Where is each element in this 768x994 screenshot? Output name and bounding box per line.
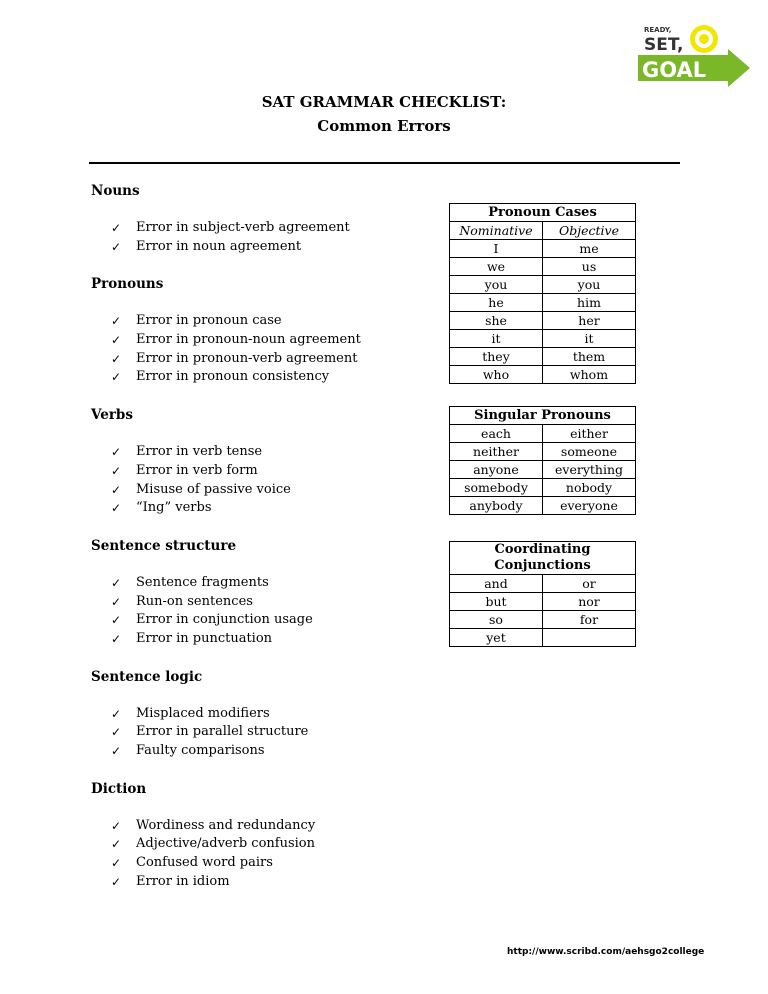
table-row: I me [450,240,636,258]
section-heading: Verbs [91,407,133,424]
footer-url: http://www.scribd.com/aehsgo2college [507,947,705,957]
list-item: ✓ Confused word pairs [111,855,273,871]
checklist [91,182,421,910]
section-heading: Diction [91,780,147,797]
table-row: and or [450,575,636,593]
checkmark-icon: ✓ [111,874,122,889]
table-row: somebody nobody [450,479,636,497]
list-item: ✓ Run-on sentences [111,593,253,609]
table-title: Pronoun Cases [450,204,636,222]
table-row: he him [450,294,636,312]
section-verbs [91,406,421,518]
list-item: ✓ Error in pronoun-noun agreement [111,332,361,348]
table-row: each either [450,425,636,443]
ready-set-goal-logo [636,22,752,92]
checkmark-icon: ✓ [111,314,122,329]
table-row: she her [450,312,636,330]
title-divider [89,162,680,164]
section-heading: Pronouns [91,276,164,293]
section-heading: Sentence structure [91,537,237,554]
list-item: ✓ Error in subject-verb agreement [111,220,350,235]
checkmark-icon: ✓ [111,333,122,348]
table-row: yet [450,629,636,647]
list-item: ✓ Error in noun agreement [111,238,302,254]
table-title: Coordinating Conjunctions [450,542,636,575]
list-item: ✓ Adjective/adverb confusion [111,836,315,852]
page-subtitle: Common Errors [317,117,451,135]
list-item: ✓ Error in verb tense [111,444,263,460]
checkmark-icon: ✓ [111,501,122,516]
section-heading: Nouns [91,183,140,199]
checkmark-icon: ✓ [111,744,122,758]
table-row: anyone everything [450,461,636,479]
table-row: neither someone [450,443,636,461]
checkmark-icon: ✓ [111,370,122,385]
section-sentence-logic [91,668,421,761]
table-row: who whom [450,366,636,384]
checkmark-icon: ✓ [111,818,122,833]
list-item: ✓ Error in pronoun-verb agreement [111,350,358,366]
table-row: they them [450,348,636,366]
checkmark-icon: ✓ [111,463,122,478]
list-item: ✓ Misuse of passive voice [111,481,291,497]
section-diction [91,780,421,892]
checkmark-icon: ✓ [111,482,122,497]
pronoun-cases-table [449,203,636,384]
section-sentence-structure [91,537,421,649]
checkmark-icon: ✓ [111,239,122,254]
checkmark-icon: ✓ [111,594,122,609]
list-item: ✓ Error in pronoun case [111,313,282,329]
logo-text-set: SET, [644,35,684,55]
logo-text-ready: READY, [644,26,672,34]
checkmark-icon: ✓ [111,575,122,590]
checkmark-icon: ✓ [111,351,122,366]
table-row: but nor [450,593,636,611]
logo-text-goal: GOAL [642,58,707,82]
table-row: we us [450,258,636,276]
section-pronouns [91,275,421,387]
checkmark-icon: ✓ [111,445,122,460]
list-item: ✓ Error in parallel structure [111,724,309,740]
list-item: ✓ “Ing” verbs [111,500,212,516]
list-item: ✓ Error in conjunction usage [111,612,313,628]
list-item: ✓ Error in verb form [111,462,258,478]
table-row: you you [450,276,636,294]
list-item: ✓ Error in pronoun consistency [111,369,330,385]
table-row: so for [450,611,636,629]
checkmark-icon: ✓ [111,221,122,235]
column-header: Objective [543,222,636,240]
checkmark-icon: ✓ [111,613,122,628]
checkmark-icon: ✓ [111,631,122,646]
table-row: it it [450,330,636,348]
list-item: ✓ Faulty comparisons [111,743,265,758]
section-nouns [91,182,421,256]
list-item: ✓ Misplaced modifiers [111,705,270,721]
list-item: ✓ Sentence fragments [111,574,269,590]
page-title: SAT GRAMMAR CHECKLIST: [261,93,507,111]
table-title: Singular Pronouns [450,407,636,425]
list-item: ✓ Wordiness and redundancy [111,817,316,833]
list-item: ✓ Error in idiom [111,873,230,889]
list-item: ✓ Error in punctuation [111,630,273,646]
coordinating-conjunctions-table [449,541,636,647]
checkmark-icon: ✓ [111,837,122,852]
section-heading: Sentence logic [91,668,203,685]
checkmark-icon: ✓ [111,706,122,721]
checkmark-icon: ✓ [111,856,122,871]
singular-pronouns-table [449,406,636,515]
column-header: Nominative [450,222,543,240]
table-row: anybody everyone [450,497,636,515]
checkmark-icon: ✓ [111,725,122,740]
